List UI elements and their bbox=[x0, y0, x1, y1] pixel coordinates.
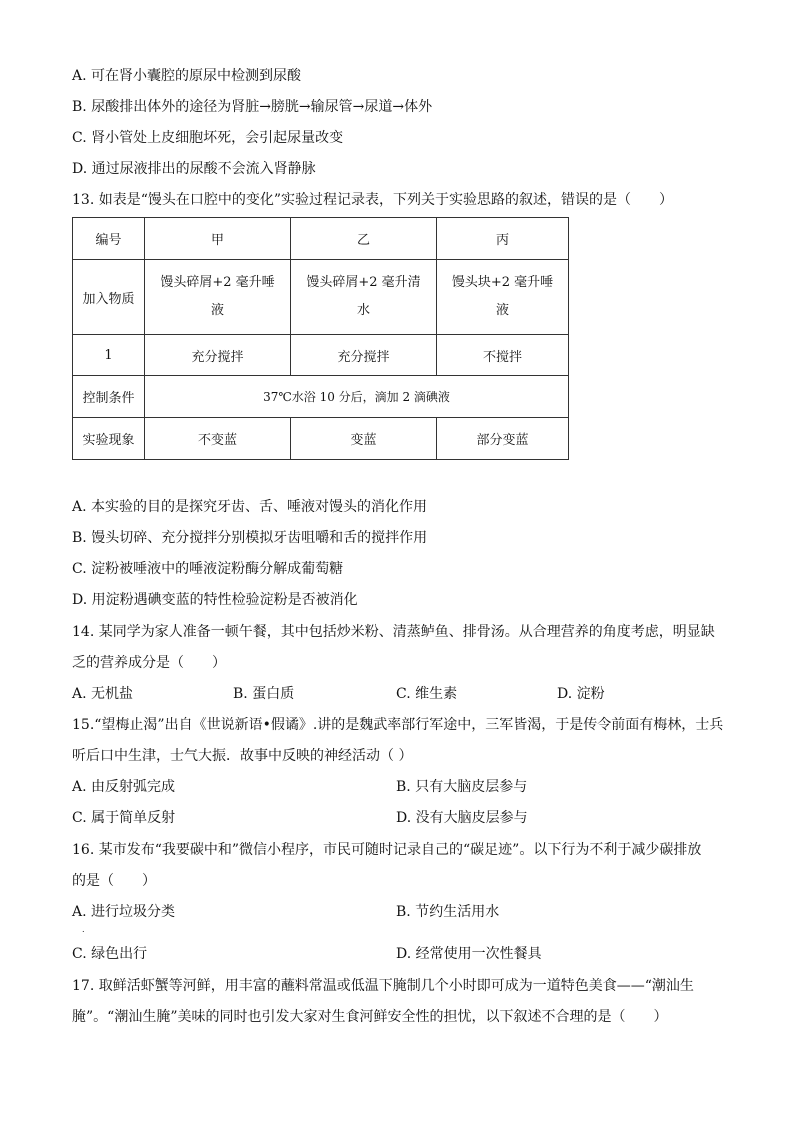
q14-option-a: A. 无机盐 bbox=[72, 686, 134, 702]
q16-option-b: B. 节约生活用水 bbox=[396, 904, 500, 920]
q12-option-a: A. 可在肾小囊腔的原尿中检测到尿酸 bbox=[72, 68, 302, 84]
q13-option-a: A. 本实验的目的是探究牙齿、舌、唾液对馒头的消化作用 bbox=[72, 499, 428, 515]
q13-option-c: C. 淀粉被唾液中的唾液淀粉酶分解成葡萄糖 bbox=[72, 561, 344, 577]
q14-option-d: D. 淀粉 bbox=[557, 686, 605, 702]
q14-stem-line2: 乏的营养成分是（ ） bbox=[72, 655, 226, 671]
q13-stem: 13. 如表是“馒头在口腔中的变化”实验过程记录表，下列关于实验思路的叙述，错误的是（ ） bbox=[72, 192, 674, 208]
q14-option-b: B. 蛋白质 bbox=[233, 686, 295, 702]
cell-line: 水 bbox=[356, 303, 370, 318]
table-cell: 变蓝 bbox=[291, 418, 437, 460]
cell-line: 馒头碎屑+2 毫升清 bbox=[306, 275, 421, 290]
table-row-label: 1 bbox=[73, 335, 145, 376]
table-cell: 编号 bbox=[73, 218, 145, 260]
q15-option-b: B. 只有大脑皮层参与 bbox=[396, 779, 528, 795]
q15-option-d: D. 没有大脑皮层参与 bbox=[396, 810, 528, 826]
cell-line: 馒头块+2 毫升唾 bbox=[451, 275, 554, 290]
table-cell: 37℃水浴 10 分后，滴加 2 滴碘液 bbox=[145, 376, 569, 418]
q15-stem-line1: 15.“望梅止渴”出自《世说新语•假谲》.讲的是魏武率部行军途中，三军皆渴，于是传令前面有梅林，士兵 bbox=[72, 717, 724, 733]
table-cell bbox=[437, 260, 569, 335]
cell-line: 馒头碎屑+2 毫升唾 bbox=[160, 275, 275, 290]
table-cell: 不搅拌 bbox=[437, 335, 569, 376]
table-cell: 不变蓝 bbox=[145, 418, 291, 460]
q12-option-b: B. 尿酸排出体外的途径为肾脏→膀胱→输尿管→尿道→体外 bbox=[72, 99, 433, 115]
q15-stem-line2: 听后口中生津，士气大振．故事中反映的神经活动（ ） bbox=[72, 748, 413, 764]
q13-option-b: B. 馒头切碎、充分搅拌分别模拟牙齿咀嚼和舌的搅拌作用 bbox=[72, 530, 428, 546]
table-cell: 甲 bbox=[145, 218, 291, 260]
experiment-table bbox=[72, 217, 569, 460]
cell-line: 液 bbox=[210, 303, 224, 318]
table-row-condition bbox=[73, 376, 569, 418]
q14-option-c: C. 维生素 bbox=[396, 686, 458, 702]
cell-line: 液 bbox=[495, 303, 509, 318]
table-cell: 乙 bbox=[291, 218, 437, 260]
table-row-label: 加入物质 bbox=[73, 260, 145, 335]
table-row-result bbox=[73, 418, 569, 460]
table-row-stir bbox=[73, 335, 569, 376]
table-cell bbox=[145, 260, 291, 335]
q17-stem-line1: 17. 取鲜活虾蟹等河鲜，用丰富的蘸料常温或低温下腌制几个小时即可成为一道特色美食——“潮汕生 bbox=[72, 978, 694, 994]
table-cell: 充分搅拌 bbox=[145, 335, 291, 376]
table-cell: 部分变蓝 bbox=[437, 418, 569, 460]
q14-stem-line1: 14. 某同学为家人准备一顿午餐，其中包括炒米粉、清蒸鲈鱼、排骨汤。从合理营养的角度考虑，明显缺 bbox=[72, 624, 715, 640]
q16-option-c: C. 绿色出行 bbox=[72, 946, 148, 962]
stray-mark: . bbox=[82, 925, 85, 934]
q15-option-a: A. 由反射弧完成 bbox=[72, 779, 176, 795]
table-cell bbox=[291, 260, 437, 335]
q16-option-d: D. 经常使用一次性餐具 bbox=[396, 946, 542, 962]
table-row-label: 实验现象 bbox=[73, 418, 145, 460]
table-header-row bbox=[73, 218, 569, 260]
q16-stem-line2: 的是（ ） bbox=[72, 873, 156, 889]
table-row-label: 控制条件 bbox=[73, 376, 145, 418]
q12-option-d: D. 通过尿液排出的尿酸不会流入肾静脉 bbox=[72, 161, 316, 177]
q16-stem-line1: 16. 某市发布“我要碳中和”微信小程序，市民可随时记录自己的“碳足迹”。以下行为不利于减少碳排放 bbox=[72, 842, 702, 858]
q17-stem-line2: 腌”。“潮汕生腌”美味的同时也引发大家对生食河鲜安全性的担忧，以下叙述不合理的是（ ） bbox=[72, 1009, 668, 1025]
q13-option-d: D. 用淀粉遇碘变蓝的特性检验淀粉是否被消化 bbox=[72, 592, 358, 608]
table-row-material bbox=[73, 260, 569, 335]
q15-option-c: C. 属于简单反射 bbox=[72, 810, 176, 826]
table-cell: 丙 bbox=[437, 218, 569, 260]
q12-option-c: C. 肾小管处上皮细胞坏死，会引起尿量改变 bbox=[72, 130, 344, 146]
table-cell: 充分搅拌 bbox=[291, 335, 437, 376]
q16-option-a: A. 进行垃圾分类 bbox=[72, 904, 176, 920]
